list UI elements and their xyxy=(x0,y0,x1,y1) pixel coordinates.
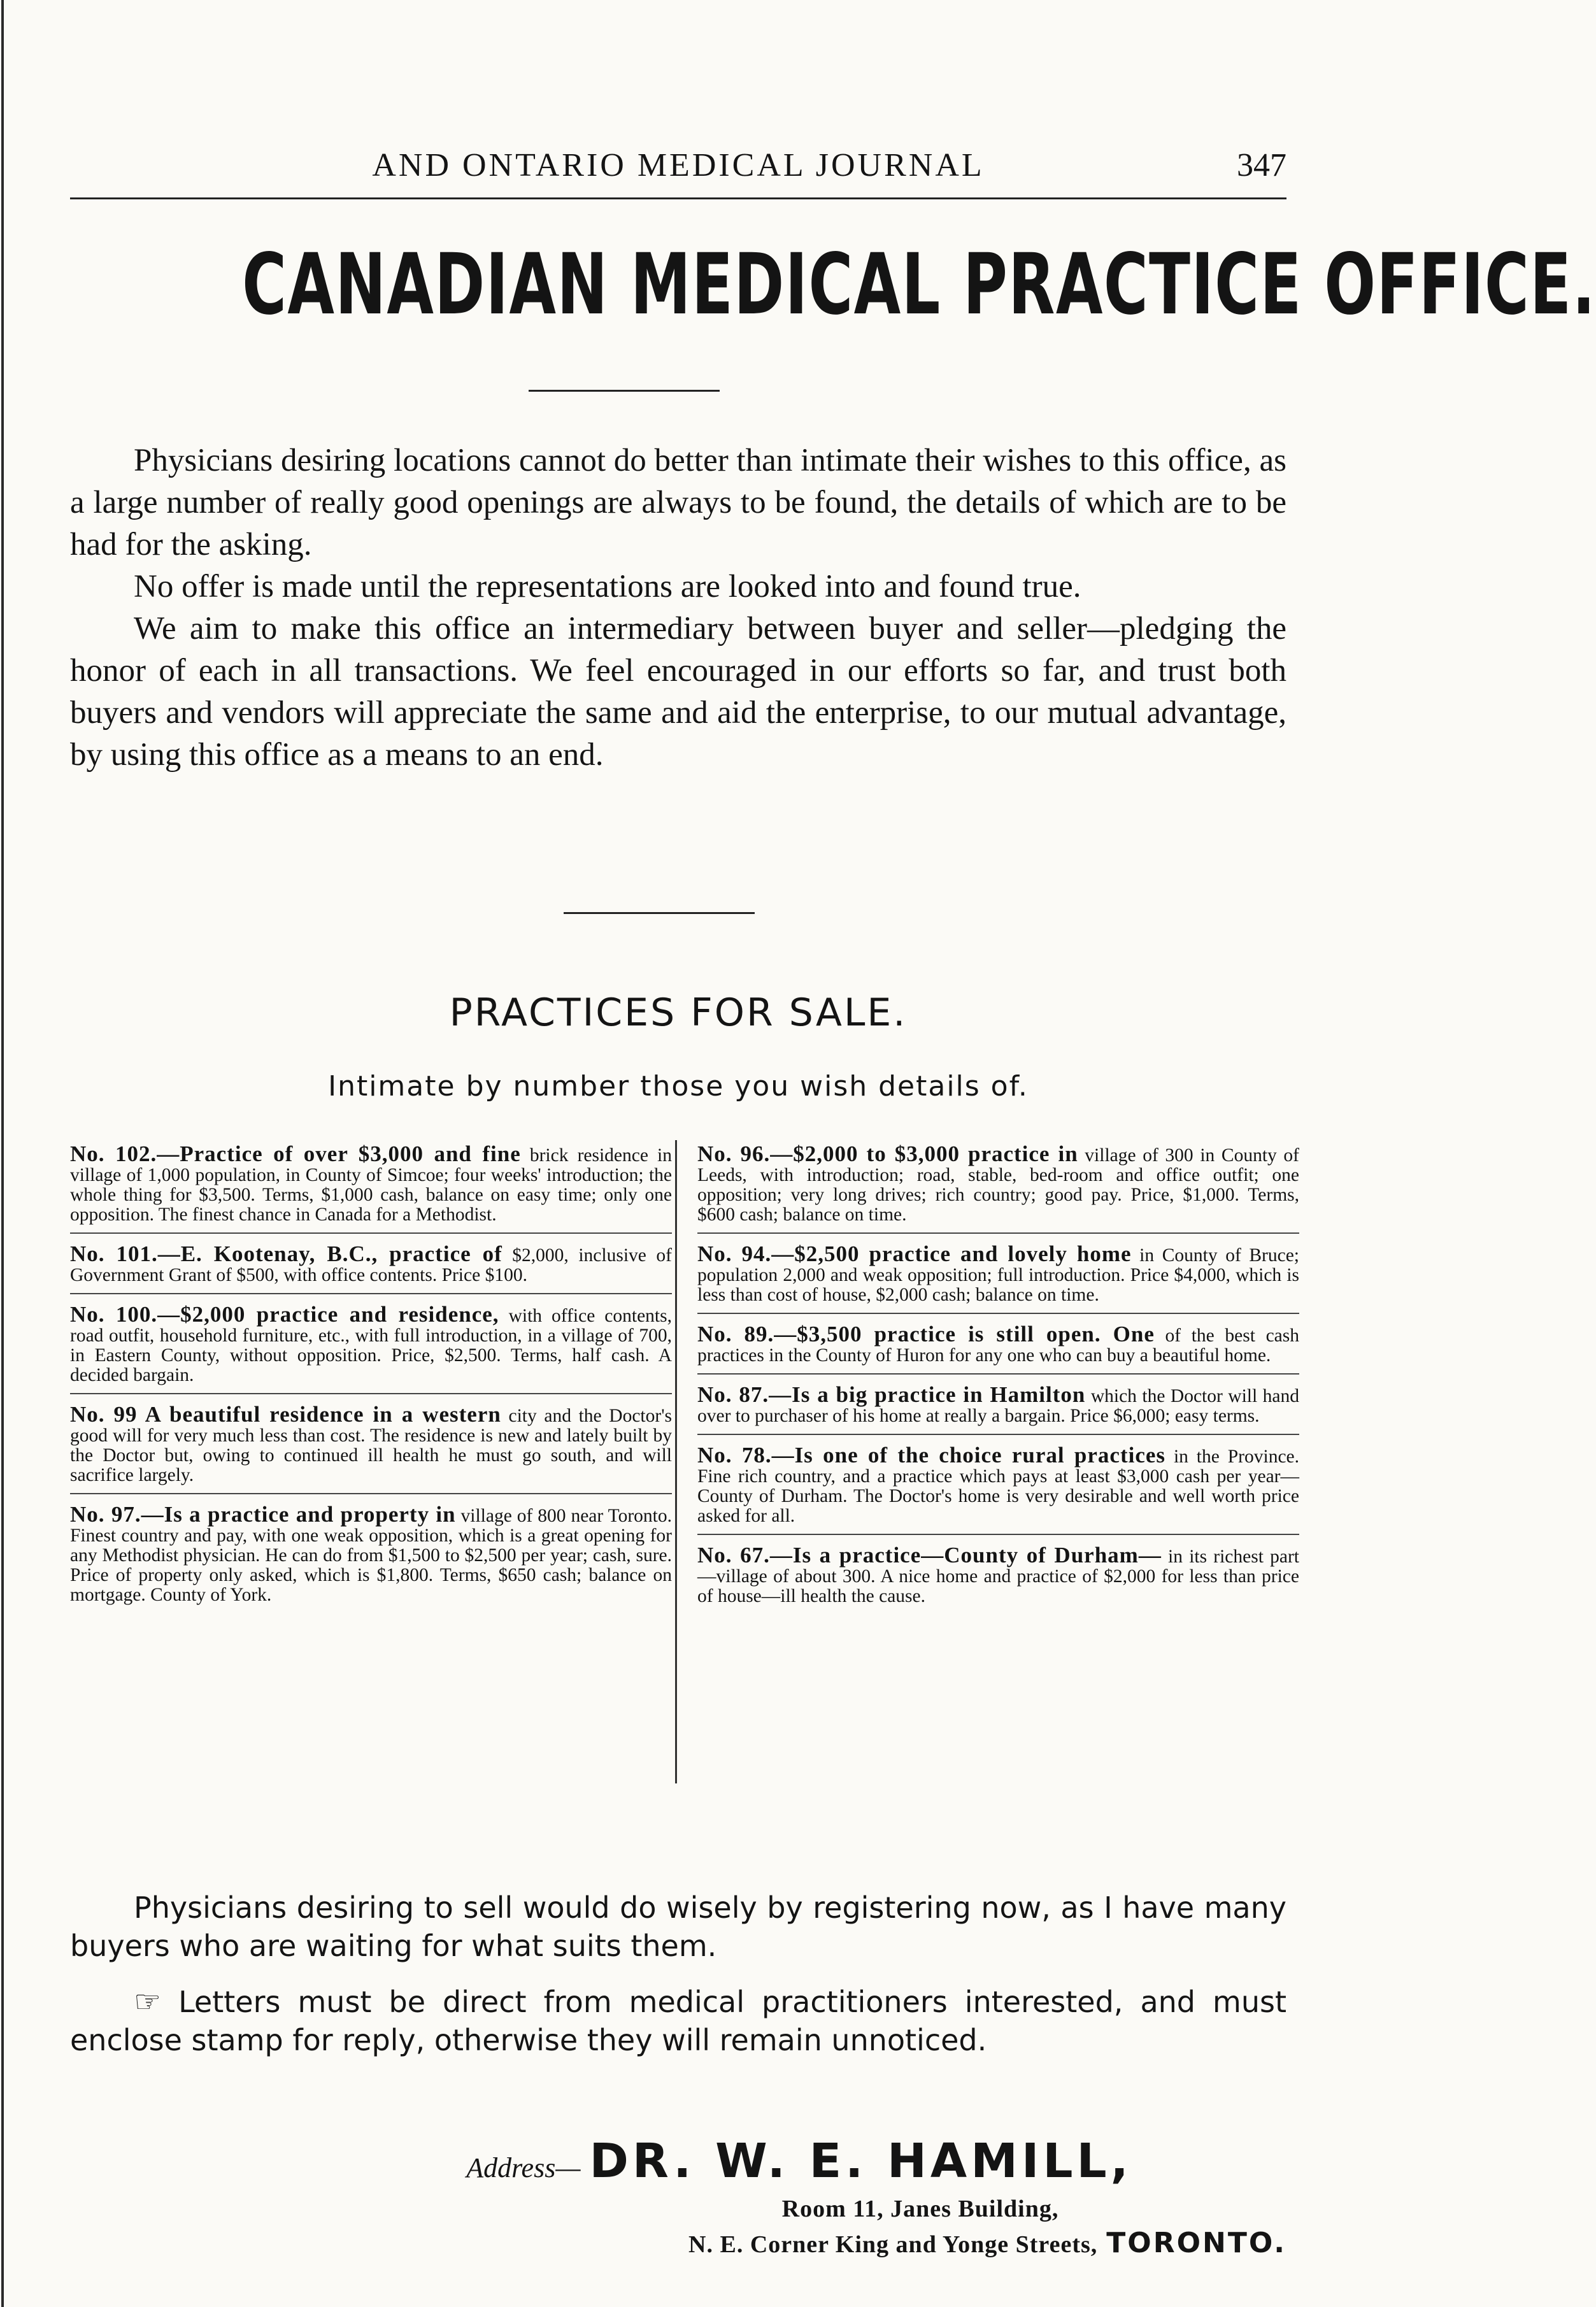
listing-body: brick residence in village of 1,000 population, in County of Simcoe; four weeks' introduction; the whole thing for $3,500. Terms, $1,000 cash, balance on easy time; only one opposition. The finest chance in Canada for a Methodist. xyxy=(70,1145,672,1225)
listing-item xyxy=(70,1140,672,1234)
address-street-line xyxy=(70,2227,1286,2259)
address-block xyxy=(70,2134,1286,2259)
address-name: DR. W. E. HAMILL, xyxy=(589,2134,1132,2189)
intro-paragraph: No offer is made until the representations are looked into and found true. xyxy=(134,569,1081,604)
running-title: AND ONTARIO MEDICAL JOURNAL xyxy=(372,147,985,183)
listing-lead: No. 96.—$2,000 to $3,000 practice in xyxy=(697,1141,1078,1166)
intro-paragraph: We aim to make this office an intermediary between buyer and seller—pledging the honor of each in all transactions. We feel encouraged in our efforts so far, and trust both buyers and vendors will appreciate the same and aid the enterprise, to our mutual advantage, by using this office as a means to an end. xyxy=(70,611,1286,773)
listings-left-column xyxy=(70,1140,672,1619)
listing-item xyxy=(697,1381,1299,1435)
listing-item xyxy=(70,1401,672,1494)
listing-body: in its richest part—village of about 300. A nice home and practice of $2,000 for less than price of house—ill health the cause. xyxy=(697,1546,1299,1606)
listing-item xyxy=(697,1441,1299,1535)
pointing-hand-icon: ☞ xyxy=(134,1984,162,2020)
intro-paragraph: Physicians desiring locations cannot do better than intimate their wishes to this office, as a large number of really good openings are always to be found, the details of which are to be had for the asking. xyxy=(70,443,1286,562)
listing-body: which the Doctor will hand over to purchaser of his home at really a bargain. Price $6,000; easy terms. xyxy=(697,1386,1299,1426)
listing-lead: No. 97.—Is a practice and property in xyxy=(70,1502,456,1527)
listing-body: in the Province. Fine rich country, and a practice which pays at least $3,000 cash per year—County of Durham. The Doctor's home is very desirable and well worth price asked for all. xyxy=(697,1446,1300,1526)
listing-body: in County of Bruce; population 2,000 and weak opposition; full introduction. Price $4,000, which is less than cost of house, $2,000 cash; balance on time. xyxy=(697,1245,1300,1305)
closing-text: Letters must be direct from medical practitioners interested, and must enclose stamp for reply, otherwise they will remain unnoticed. xyxy=(70,1985,1286,2057)
intro-section xyxy=(70,439,1286,776)
listing-item xyxy=(697,1240,1299,1314)
listings-right-column xyxy=(697,1140,1299,1620)
listing-item xyxy=(697,1140,1299,1234)
listing-item xyxy=(697,1541,1299,1614)
listing-lead: No. 100.—$2,000 practice and residence, xyxy=(70,1302,499,1327)
sale-heading: PRACTICES FOR SALE. xyxy=(449,990,908,1035)
listing-lead: No. 101.—E. Kootenay, B.C., practice of xyxy=(70,1241,502,1266)
listing-lead: No. 89.—$3,500 practice is still open. One xyxy=(697,1322,1155,1346)
listing-body: $2,000, inclusive of Government Grant of $500, with office contents. Price $100. xyxy=(70,1245,672,1285)
listing-lead: No. 102.—Practice of over $3,000 and fine xyxy=(70,1141,521,1166)
listing-item xyxy=(70,1240,672,1294)
listing-lead: No. 94.—$2,500 practice and lovely home xyxy=(697,1241,1132,1266)
listing-lead: No. 67.—Is a practice—County of Durham— xyxy=(697,1543,1162,1568)
listing-item xyxy=(70,1301,672,1394)
page-title: CANADIAN MEDICAL PRACTICE OFFICE. xyxy=(242,236,1596,334)
listing-item xyxy=(697,1320,1299,1375)
listing-item xyxy=(70,1501,672,1613)
sale-subheading: Intimate by number those you wish details of. xyxy=(328,1070,1029,1103)
page-number: 347 xyxy=(1237,147,1286,183)
listing-body: of the best cash practices in the County of Huron for any one who can buy a beautiful home. xyxy=(697,1325,1299,1366)
closing-paragraph xyxy=(70,1983,1286,2059)
address-street: N. E. Corner King and Yonge Streets, xyxy=(688,2231,1098,2258)
address-name-line xyxy=(70,2134,1286,2189)
listing-body: city and the Doctor's good will for very much less than cost. The residence is new and lately built by the Doctor but, owing to continued ill health he must go south, and will sacrifice largely. xyxy=(70,1406,672,1485)
listing-lead: No. 78.—Is one of the choice rural practices xyxy=(697,1443,1166,1468)
address-building: Room 11, Janes Building, xyxy=(781,2196,1059,2222)
listing-lead: No. 99 A beautiful residence in a western xyxy=(70,1402,501,1427)
listing-body: with office contents, road outfit, household furniture, etc., with full introduction, in a village of 700, in Eastern County, without opposition. Price, $2,500. Terms, half cash. A decided bargain. xyxy=(70,1306,672,1385)
running-header xyxy=(70,146,1286,191)
address-label: Address— xyxy=(466,2152,581,2183)
header-rule xyxy=(70,197,1286,199)
closing-paragraph: Physicians desiring to sell would do wisely by registering now, as I have many buyers who are waiting for what suits them. xyxy=(70,1890,1286,1963)
column-divider xyxy=(675,1140,677,1783)
closing-section xyxy=(70,1889,1286,2077)
page-edge-line xyxy=(1,0,4,2307)
listing-lead: No. 87.—Is a big practice in Hamilton xyxy=(697,1382,1086,1407)
divider-rule xyxy=(529,390,720,392)
listing-body: village of 300 in County of Leeds, with introduction; road, stable, bed-room and office outfit; one opposition; very long drives; rich country; good pay. Price, $1,000. Terms, $600 cash; balance on time. xyxy=(697,1145,1299,1225)
address-city: TORONTO. xyxy=(1106,2227,1286,2259)
listing-body: village of 800 near Toronto. Finest country and pay, with one weak opposition, which is a great opening for any Methodist physician. He can do from $1,500 to $2,500 per year; cash, sure. Price of property only asked, which is $1,800. Terms, $650 cash; balance on mortgage. County of York. xyxy=(70,1506,672,1605)
divider-rule xyxy=(564,912,755,914)
